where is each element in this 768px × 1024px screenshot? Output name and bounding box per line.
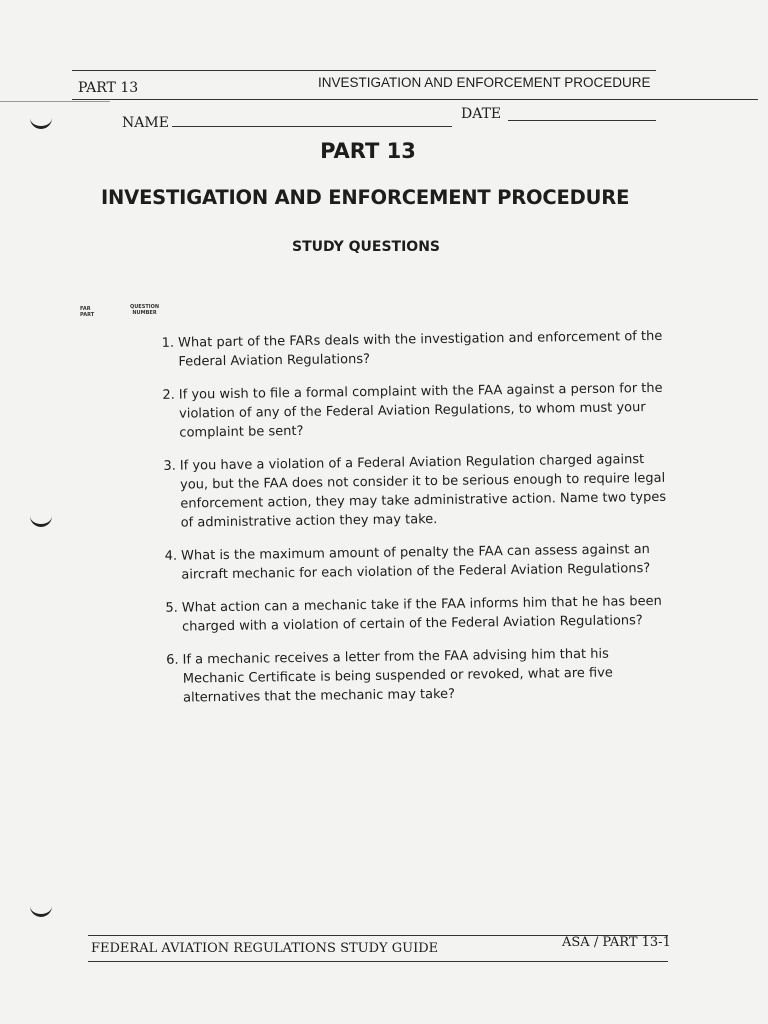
binder-hole-mark — [30, 516, 52, 527]
name-label: NAME — [122, 115, 169, 131]
question-number: 3. — [163, 458, 176, 474]
date-blank-line — [508, 120, 656, 121]
footer-left-text: FEDERAL AVIATION REGULATIONS STUDY GUIDE — [91, 941, 439, 956]
question-text: What action can a mechanic take if the FAA informs him that he has been charged with a violation of certain of the Federal Aviation Regulations? — [181, 593, 662, 635]
question-text: What is the maximum amount of penalty the FAA can assess against an aircraft mechanic for each violation of the Federal Aviation Regulations? — [180, 542, 651, 583]
question-item — [154, 644, 675, 708]
binder-hole-mark — [30, 118, 52, 129]
question-item — [154, 592, 674, 637]
question-number: 2. — [162, 387, 175, 403]
question-number: 6. — [166, 652, 179, 668]
question-list — [150, 327, 675, 722]
header-rule-bottom — [72, 99, 758, 100]
question-number: 5. — [165, 600, 178, 616]
date-label: DATE — [461, 106, 502, 122]
question-text: If you have a violation of a Federal Aviation Regulation charged against you, but the FAA does not consider it to be serious enough to require legal enforcement action, they may take administrative action. Name two types of administrative action they may take. — [179, 452, 667, 531]
question-item — [152, 450, 673, 533]
question-item — [151, 379, 672, 443]
question-number: 4. — [164, 548, 178, 564]
far-part-column-header: FAR PART — [80, 306, 95, 318]
name-blank-line — [172, 126, 452, 127]
section-subtitle: STUDY QUESTIONS — [292, 239, 440, 255]
main-title: INVESTIGATION AND ENFORCEMENT PROCEDURE — [101, 186, 630, 209]
question-text: If you wish to file a formal complaint with the FAA against a person for the violation of any of the Federal Aviation Regulations, to whom must your complaint be sent? — [178, 380, 663, 441]
header-rule-top — [72, 70, 656, 71]
question-number: 1. — [161, 335, 175, 351]
part-title — [0, 139, 768, 163]
scan-rule-fragment — [0, 101, 110, 102]
running-head-left: PART 13 — [78, 80, 139, 96]
question-item — [153, 540, 673, 585]
part-title-text: PART 13 — [320, 139, 416, 163]
question-text: What part of the FARs deals with the investigation and enforcement of the Federal Aviation Regulations? — [178, 328, 663, 370]
binder-hole-mark — [30, 906, 52, 917]
running-head-right: INVESTIGATION AND ENFORCEMENT PROCEDURE — [318, 75, 651, 90]
footer-rule-bottom — [88, 961, 668, 962]
question-item — [150, 327, 670, 372]
footer-right-text: ASA / PART 13-1 — [562, 935, 671, 950]
question-text: If a mechanic receives a letter from the FAA advising him that his Mechanic Certificate is being suspended or revoked, what are five alternatives that the mechanic may take? — [182, 646, 613, 706]
question-number-column-header: QUESTION NUMBER — [130, 304, 160, 316]
